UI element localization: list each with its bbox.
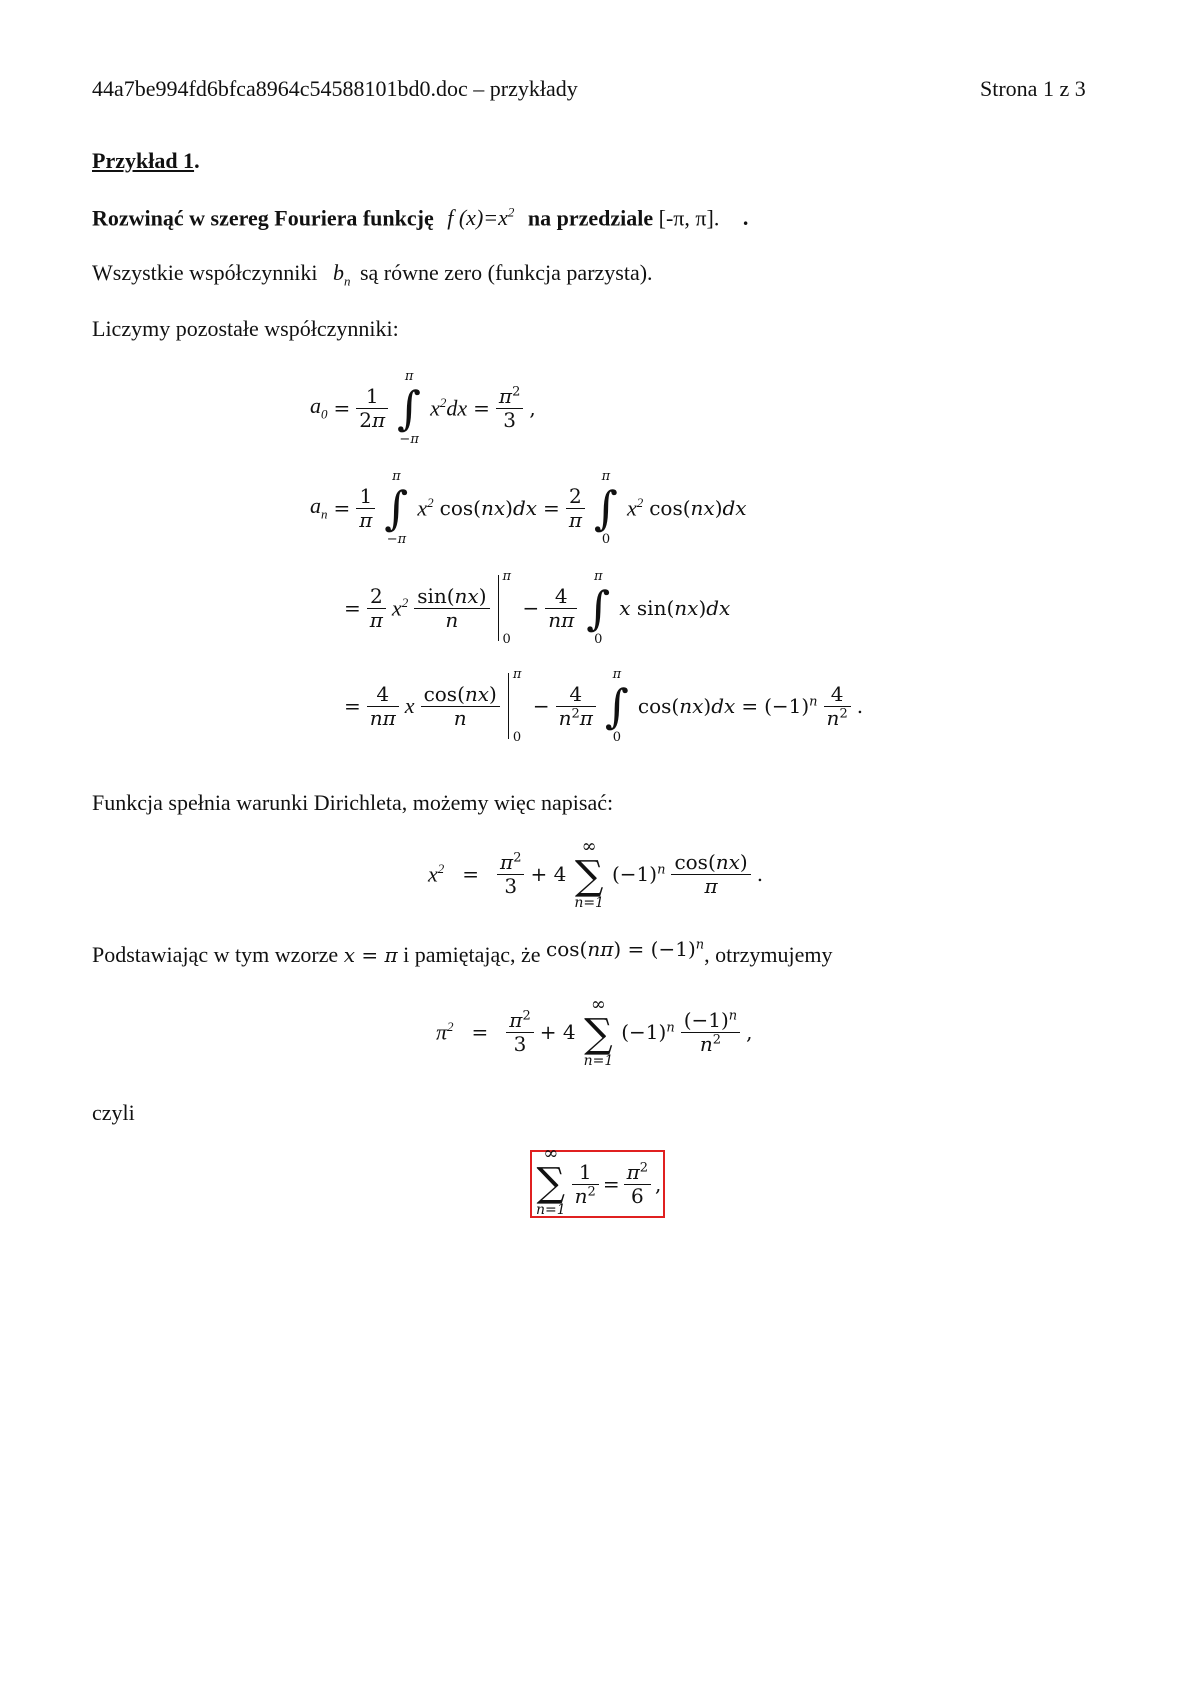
equation-a0: $a_0$ = $\frac{1}{2\pi}$ π ∫ −π $x^2dx$ = $\frac{\pi^2}{3}$ , [310,369,536,447]
task-bold-text: Rozwinąć w szereg Fouriera funkcję [92,205,434,231]
equation-an-line2: = $\frac{2}{\pi}$ $x^2$ $\frac{\sin(nx)}{n}$ π 0 − $\frac{4}{n\pi}$ π ∫ 0 x sin(nx)dx [344,569,731,647]
equation-pi2-series: $\pi^2$ = $\frac{\pi^2}{3}$ + 4 ∞ ∑ n=1 $(-1)^n$ $\frac{(-1)^n}{n^2}$ , [436,994,753,1069]
dirichlet-statement: Funkcja spełnia warunki Dirichleta, możemy więc napisać: [92,790,614,815]
bn-symbol: $b_n$ [332,260,351,289]
subst-post-text: , otrzymujemy [704,942,833,967]
task-interval-label: na przedziale [527,205,654,231]
example-title: Przykład 1. [92,148,200,173]
task-function-formula: f $(x)=x^2$ [447,205,515,231]
subst-x-equals-pi: x = π [343,943,398,967]
task-interval: [-π, π]. [658,205,720,231]
bn-pre-text: Wszystkie współczynniki [92,260,318,285]
subst-mid-text: i pamiętając, że [403,942,541,967]
czyli-statement: czyli [92,1100,135,1125]
task-trailing-dot: . [742,205,749,231]
basel-result-box: ∞ ∑ n=1 $\frac{1}{n^2}$ = $\frac{\pi^2}{6}$ , [530,1150,665,1218]
bn-statement [92,260,653,289]
example-title-text: Przykład 1 [92,148,195,173]
compute-statement: Liczymy pozostałe współczynniki: [92,316,399,341]
subst-cos-identity: $\cos(n\pi) = (-1)^n$ [546,937,705,961]
equation-an-line1: $a_n$ = $\frac{1}{\pi}$ π ∫ −π $x^2$ cos(nx)dx = $\frac{2}{\pi}$ π ∫ 0 $x^2$ cos(nx)dx [310,469,747,547]
document-filename: 44a7be994fd6bfca8964c54588101bd0.doc – przykłady [92,76,578,101]
equation-an-line3: = $\frac{4}{n\pi}$ x $\frac{\cos(nx)}{n}$ π 0 − $\frac{4}{n^2\pi}$ π ∫ 0 cos(nx)dx = $(-1)^n$ $\frac{4}{n^2}$ . [344,667,864,745]
bn-post-text: są równe zero (funkcja parzysta). [359,260,653,285]
substitution-statement [92,937,833,968]
equation-x2-series: $x^2$ = $\frac{\pi^2}{3}$ + 4 ∞ ∑ n=1 $(-1)^n$ $\frac{\cos(nx)}{\pi}$ . [428,836,764,911]
task-statement [92,205,748,231]
page-number: Strona 1 z 3 [980,76,1086,101]
subst-pre-text: Podstawiając w tym wzorze [92,942,339,967]
